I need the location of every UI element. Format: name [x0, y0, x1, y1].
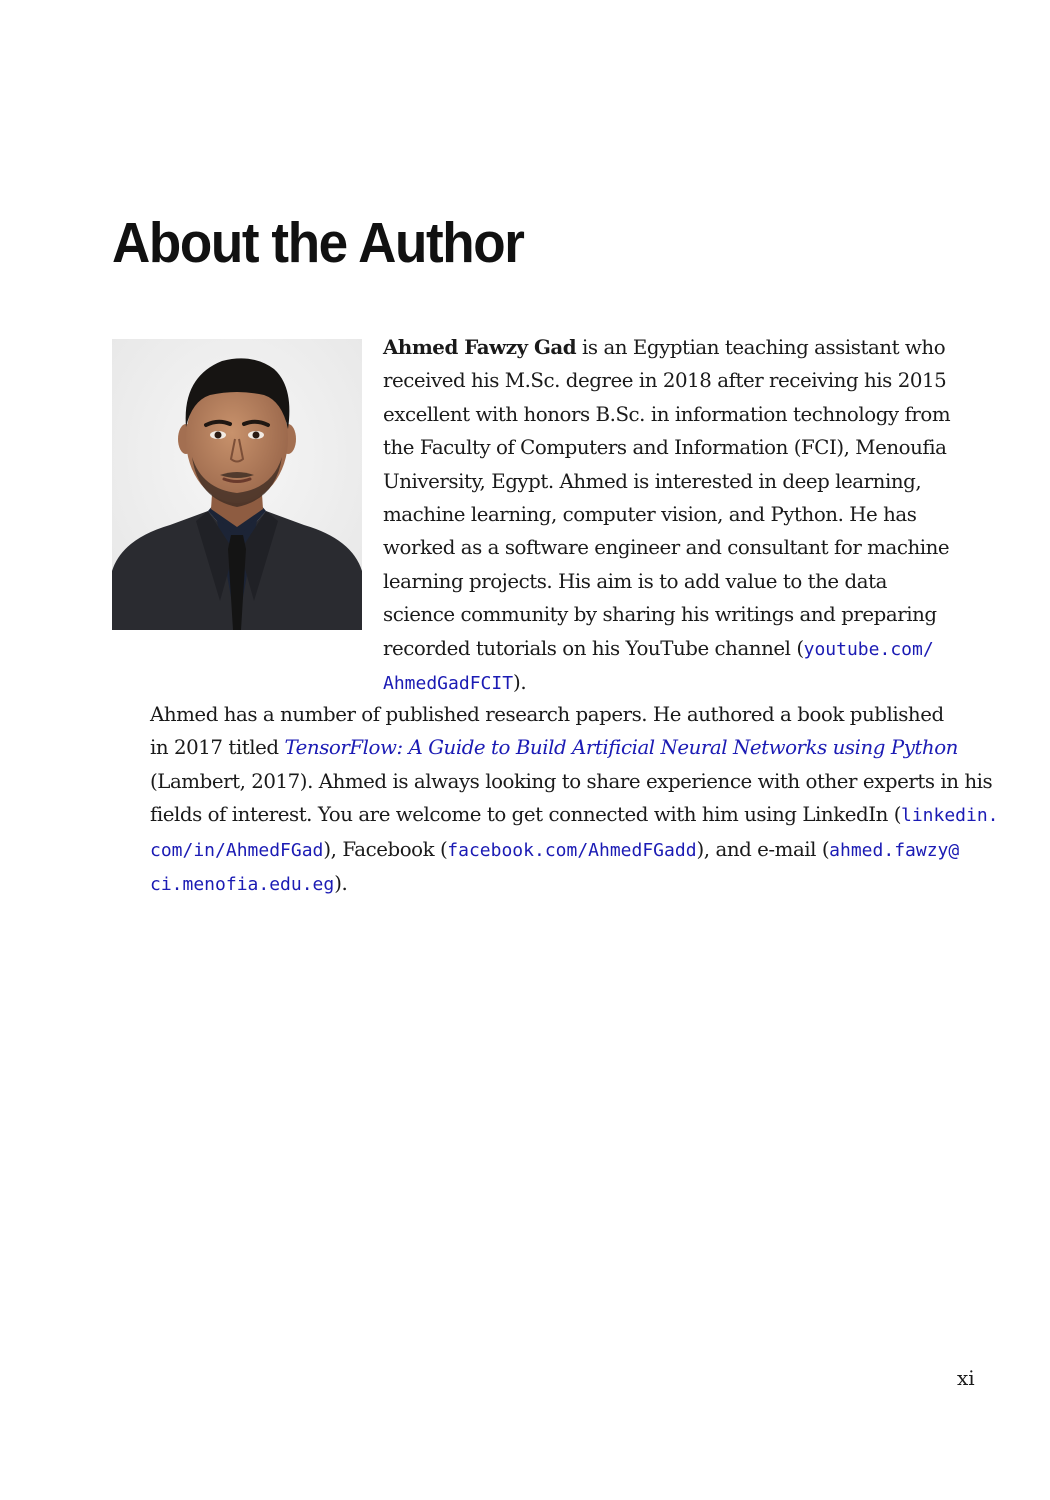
linkedin-link-continued[interactable]: com/in/AhmedFGad	[150, 839, 324, 861]
bio-line: University, Egypt. Ahmed is interested in deep learning,	[383, 469, 922, 493]
bio-line-text: is an Egyptian teaching assistant who	[576, 336, 946, 359]
bio-line-text: ), and e-mail (	[696, 837, 830, 861]
bio-line: science community by sharing his writings and preparing	[383, 603, 937, 627]
book-title-link[interactable]: TensorFlow: A Guide to Build Artificial Neural Networks using Python	[284, 736, 958, 760]
author-bio-paragraph	[383, 331, 983, 700]
bio-line	[112, 833, 992, 867]
bio-line: learning projects. His aim is to add value to the data	[383, 569, 887, 593]
author-portrait-illustration	[112, 339, 362, 630]
bio-line: received his M.Sc. degree in 2018 after receiving his 2015	[383, 369, 947, 393]
bio-line: machine learning, computer vision, and Python. He has	[383, 503, 917, 527]
bio-line-text: ).	[513, 671, 527, 695]
author-name: Ahmed Fawzy Gad	[383, 335, 577, 359]
bio-line-text: fields of interest. You are welcome to get connected with him using LinkedIn (	[150, 803, 901, 827]
youtube-link-continued[interactable]: AhmedGadFCIT	[383, 673, 514, 695]
bio-line	[112, 731, 992, 764]
bio-line: Ahmed has a number of published research papers. He authored a book published	[150, 703, 944, 726]
bio-line: (Lambert, 2017). Ahmed is always looking to share experience with other experts in his	[150, 769, 993, 793]
bio-line: excellent with honors B.Sc. in information technology from	[383, 402, 951, 426]
bio-line	[112, 798, 999, 832]
bio-line	[112, 867, 992, 901]
youtube-link[interactable]: youtube.com/	[803, 638, 934, 660]
email-link[interactable]: ahmed.fawzy@	[829, 839, 960, 861]
bio-line-text: ), Facebook (	[323, 837, 448, 861]
page-title: About the Author	[112, 211, 524, 275]
linkedin-link[interactable]: linkedin.	[900, 805, 999, 827]
bio-line: worked as a software engineer and consultant for machine	[383, 536, 950, 560]
bio-line	[383, 666, 983, 700]
publications-paragraph	[112, 698, 999, 901]
bio-line	[383, 632, 983, 666]
author-photo	[112, 339, 362, 630]
page-number: xi	[957, 1366, 975, 1390]
email-link-continued[interactable]: ci.menofia.edu.eg	[150, 874, 335, 896]
bio-line: the Faculty of Computers and Information (FCI), Menoufia	[383, 436, 947, 460]
bio-line-text: recorded tutorials on his YouTube channel (	[383, 636, 804, 660]
bio-line-text: in 2017 titled	[150, 736, 285, 760]
bio-line-text: ).	[334, 872, 348, 896]
bio-line	[383, 331, 983, 364]
facebook-link[interactable]: facebook.com/AhmedFGadd	[447, 839, 697, 861]
